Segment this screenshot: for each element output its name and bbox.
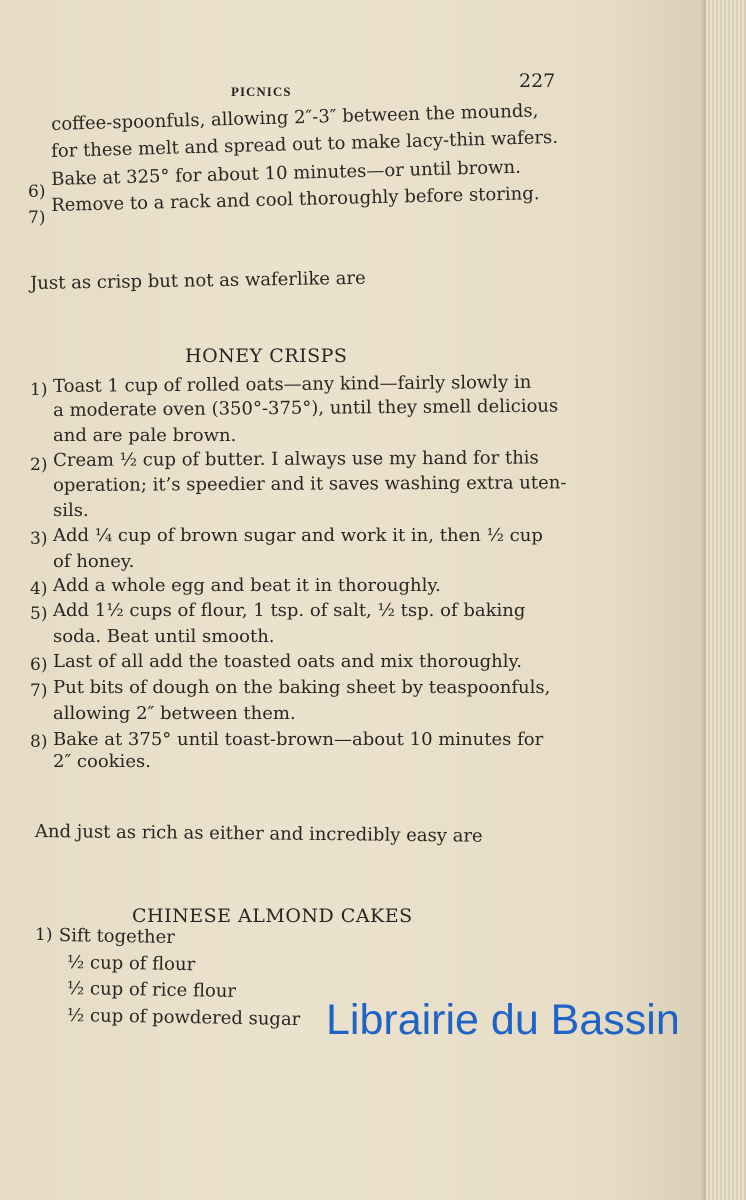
step-number: 7) bbox=[28, 208, 46, 228]
step-number: 8) bbox=[30, 732, 48, 752]
step-text: allowing 2″ between them. bbox=[53, 703, 296, 724]
step-text: Last of all add the toasted oats and mix thoroughly. bbox=[53, 651, 523, 672]
step-text: sils. bbox=[53, 500, 89, 521]
bridge-sentence: Just as crisp but not as waferlike are bbox=[29, 267, 366, 294]
watermark-text: Librairie du Bassin bbox=[326, 996, 680, 1044]
page-edges bbox=[706, 0, 746, 1200]
step-text: of honey. bbox=[53, 551, 135, 572]
step-number: 4) bbox=[30, 579, 48, 599]
step-text: Bake at 375° until toast-brown—about 10 minutes for bbox=[53, 729, 544, 750]
step-text: Toast 1 cup of rolled oats—any kind—fairly slowly in bbox=[52, 371, 532, 397]
step-text: soda. Beat until smooth. bbox=[53, 626, 275, 647]
recipe-title: HONEY CRISPS bbox=[185, 345, 348, 367]
page-number: 227 bbox=[519, 70, 556, 92]
step-text: and are pale brown. bbox=[53, 425, 237, 446]
intro-line: coffee-spoonfuls, allowing 2″-3″ between the mounds, bbox=[50, 100, 539, 135]
bridge-sentence: And just as rich as either and incredibly easy are bbox=[34, 821, 483, 847]
step-text: Cream ½ cup of butter. I always use my hand for this bbox=[52, 447, 539, 471]
step-text: Add ¼ cup of brown sugar and work it in, then ½ cup bbox=[53, 525, 543, 546]
running-head: PICNICS bbox=[231, 84, 292, 99]
ingredient-line: ½ cup of flour bbox=[66, 952, 196, 976]
step-number: 7) bbox=[30, 681, 48, 701]
recipe-title: CHINESE ALMOND CAKES bbox=[132, 905, 413, 927]
step-text: Put bits of dough on the baking sheet by teaspoonfuls, bbox=[53, 677, 551, 698]
step-text: Add a whole egg and beat it in thoroughly. bbox=[53, 575, 441, 596]
step-text: Sift together bbox=[58, 925, 176, 949]
ingredient-line: ½ cup of powdered sugar bbox=[66, 1005, 301, 1031]
ingredient-line: ½ cup of rice flour bbox=[66, 978, 237, 1002]
step-text: Remove to a rack and cool thoroughly before storing. bbox=[50, 183, 540, 216]
step-text: Add 1½ cups of flour, 1 tsp. of salt, ½ tsp. of baking bbox=[53, 600, 526, 621]
step-number: 1) bbox=[30, 380, 48, 400]
step-text: 2″ cookies. bbox=[53, 751, 151, 772]
step-number: 2) bbox=[30, 455, 48, 475]
step-text: a moderate oven (350°-375°), until they smell delicious bbox=[52, 395, 559, 421]
step-number: 6) bbox=[30, 655, 48, 675]
intro-line: for these melt and spread out to make lacy-thin wafers. bbox=[50, 126, 559, 162]
step-number: 3) bbox=[30, 529, 48, 549]
step-number: 6) bbox=[28, 182, 46, 202]
step-text: Bake at 325° for about 10 minutes—or until brown. bbox=[50, 156, 522, 190]
step-number: 1) bbox=[35, 925, 53, 945]
step-text: operation; it’s speedier and it saves washing extra uten- bbox=[52, 472, 567, 496]
step-number: 5) bbox=[30, 604, 48, 624]
